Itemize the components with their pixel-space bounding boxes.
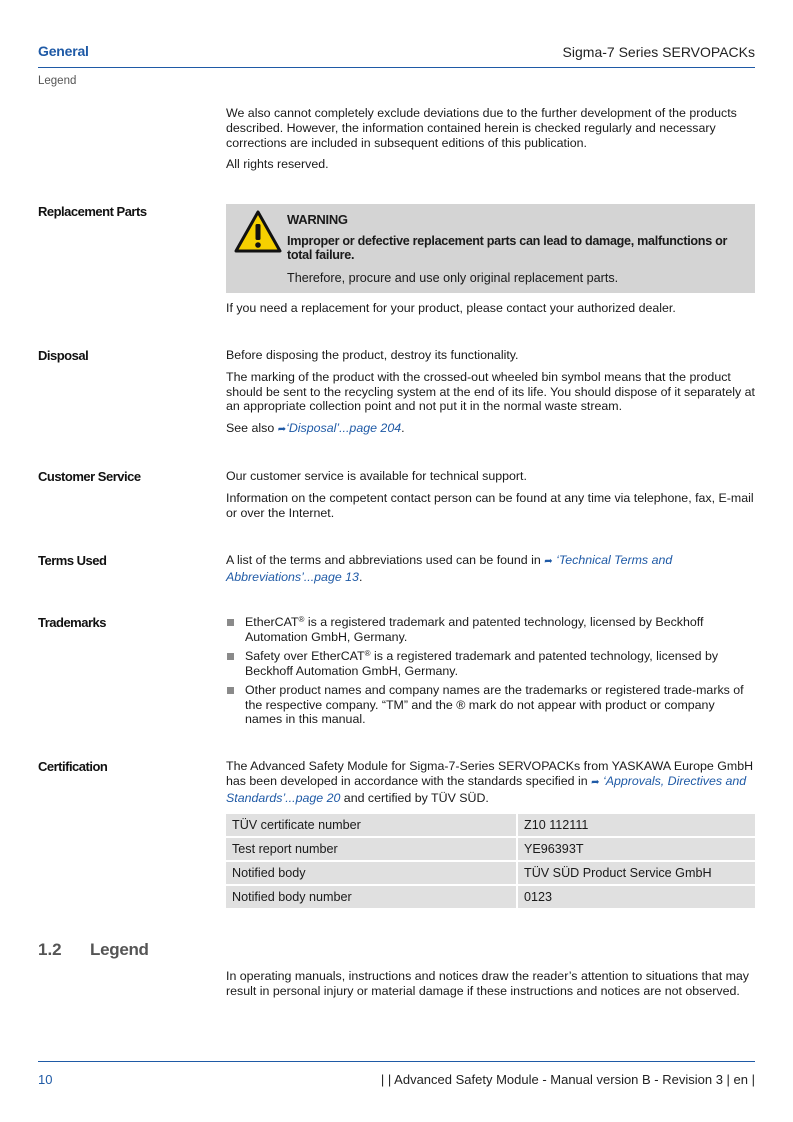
trademark-name: Safety over EtherCAT <box>245 649 365 663</box>
header-product-title: Sigma-7 Series SERVOPACKs <box>562 44 755 60</box>
table-cell-key: Test report number <box>226 838 518 860</box>
customer-paragraph-2: Information on the competent contact person can be found at any time via telephone, fax, E-mail or over the Internet. <box>226 490 754 520</box>
approvals-page-link[interactable]: ‘Approvals, Directives and Standards’...page 20 <box>226 773 747 805</box>
warning-box <box>226 204 755 293</box>
table-cell-key: Notified body number <box>226 886 518 908</box>
legend-paragraph: In operating manuals, instructions and notices draw the reader’s attention to situations that may result in personal injury or material damage if these instructions and notices are not observed. <box>226 969 750 998</box>
certification-end-text: and certified by TÜV SÜD. <box>340 790 489 805</box>
customer-service-block <box>226 469 755 527</box>
list-item <box>226 649 755 678</box>
certification-table <box>226 812 755 910</box>
terms-block <box>226 553 755 592</box>
registered-mark: ® <box>298 615 305 624</box>
trademark-text: is a registered trademark and patented technology, licensed by Beckhoff Automation GmbH, Germany. <box>245 649 719 678</box>
square-bullet-icon <box>227 619 234 626</box>
section-number: 1.2 <box>38 940 62 959</box>
trademark-text: is a registered trademark and patented technology, licensed by Beckhoff Automation GmbH, Germany. <box>245 615 704 644</box>
table-row <box>226 838 755 860</box>
intro-paragraph: We also cannot completely exclude deviations due to the further development of the products described. However, the information contained herein is checked regularly and necessary corrections are included in subsequent editions of this publication. <box>226 106 737 150</box>
section-label-certification: Certification <box>38 759 108 774</box>
section-label-terms-used: Terms Used <box>38 553 107 568</box>
trademark-name: EtherCAT <box>245 615 299 629</box>
section-heading-legend: Legend <box>90 940 149 959</box>
see-also-text: See also <box>226 421 275 436</box>
table-row <box>226 886 755 908</box>
certification-text: The Advanced Safety Module for Sigma-7-Series SERVOPACKs from YASKAWA Europe GmbH has been developed in accordance with the standards specified in <box>226 759 754 788</box>
square-bullet-icon <box>227 653 234 660</box>
intro-block <box>226 106 755 179</box>
footer-divider <box>38 1061 755 1062</box>
replacement-dealer-text <box>226 301 755 323</box>
warning-instruction: Therefore, procure and use only original replacement parts. <box>287 271 619 285</box>
section-label-customer-service: Customer Service <box>38 469 141 484</box>
warning-message: Improper or defective replacement parts can lead to damage, malfunctions or total failure. <box>287 234 728 262</box>
table-cell-key: TÜV certificate number <box>226 814 518 836</box>
customer-paragraph-1: Our customer service is available for technical support. <box>226 469 527 483</box>
rights-reserved: All rights reserved. <box>226 157 329 172</box>
disposal-page-link[interactable]: ‘Disposal’...page 204 <box>286 421 402 436</box>
trademarks-block <box>226 615 755 732</box>
table-cell-value: Z10 112111 <box>518 814 755 836</box>
terms-text: A list of the terms and abbreviations used can be found in <box>226 553 541 567</box>
table-cell-value: 0123 <box>518 886 755 908</box>
table-cell-value: YE96393T <box>518 838 755 860</box>
header-divider <box>38 67 755 68</box>
link-arrow-icon: ➦ <box>277 424 287 436</box>
registered-mark: ® <box>364 649 371 658</box>
link-arrow-icon: ➦ <box>591 776 600 788</box>
trademark-text: Other product names and company names are the trademarks or registered trade-marks of the respective company. “TM” and the ® mark do not appear with product or company names in this manual. <box>245 683 744 726</box>
header-section-title: General <box>38 43 89 59</box>
disposal-paragraph-1: Before disposing the product, destroy its functionality. <box>226 348 519 362</box>
terms-paragraph <box>226 553 755 585</box>
list-item <box>226 615 755 644</box>
trademarks-list <box>226 615 755 727</box>
disposal-paragraph-2: The marking of the product with the crossed-out wheeled bin symbol means that the product should be sent to the recycling system at the end of its life. You should dispose of it separately at an appropriate collection point and not put it in the normal waste stream. <box>226 369 755 414</box>
breadcrumb: Legend <box>38 75 77 87</box>
section-label-disposal: Disposal <box>38 348 89 363</box>
disposal-link-end: . <box>401 421 405 436</box>
terms-link-end: . <box>358 569 363 584</box>
disposal-see-also <box>226 421 755 438</box>
link-arrow-icon: ➦ <box>544 556 553 567</box>
section-label-replacement-parts: Replacement Parts <box>38 204 147 219</box>
footer-document-info: | | Advanced Safety Module - Manual version B - Revision 3 | en | <box>380 1072 755 1087</box>
certification-paragraph <box>226 759 755 805</box>
replacement-dealer-paragraph: If you need a replacement for your product, please contact your authorized dealer. <box>226 301 676 315</box>
certification-block <box>226 759 755 812</box>
warning-title: WARNING <box>287 212 348 227</box>
table-cell-key: Notified body <box>226 862 518 884</box>
table-row <box>226 814 755 836</box>
warning-triangle-icon <box>234 210 282 254</box>
terms-page-link[interactable]: ‘Technical Terms and Abbreviations’...page 13 <box>226 553 673 584</box>
square-bullet-icon <box>227 687 234 694</box>
list-item <box>226 683 755 727</box>
page-number: 10 <box>38 1072 53 1087</box>
legend-block <box>226 969 755 1006</box>
section-label-trademarks: Trademarks <box>38 615 106 630</box>
disposal-block <box>226 348 755 445</box>
table-row <box>226 862 755 884</box>
table-cell-value: TÜV SÜD Product Service GmbH <box>518 862 755 884</box>
